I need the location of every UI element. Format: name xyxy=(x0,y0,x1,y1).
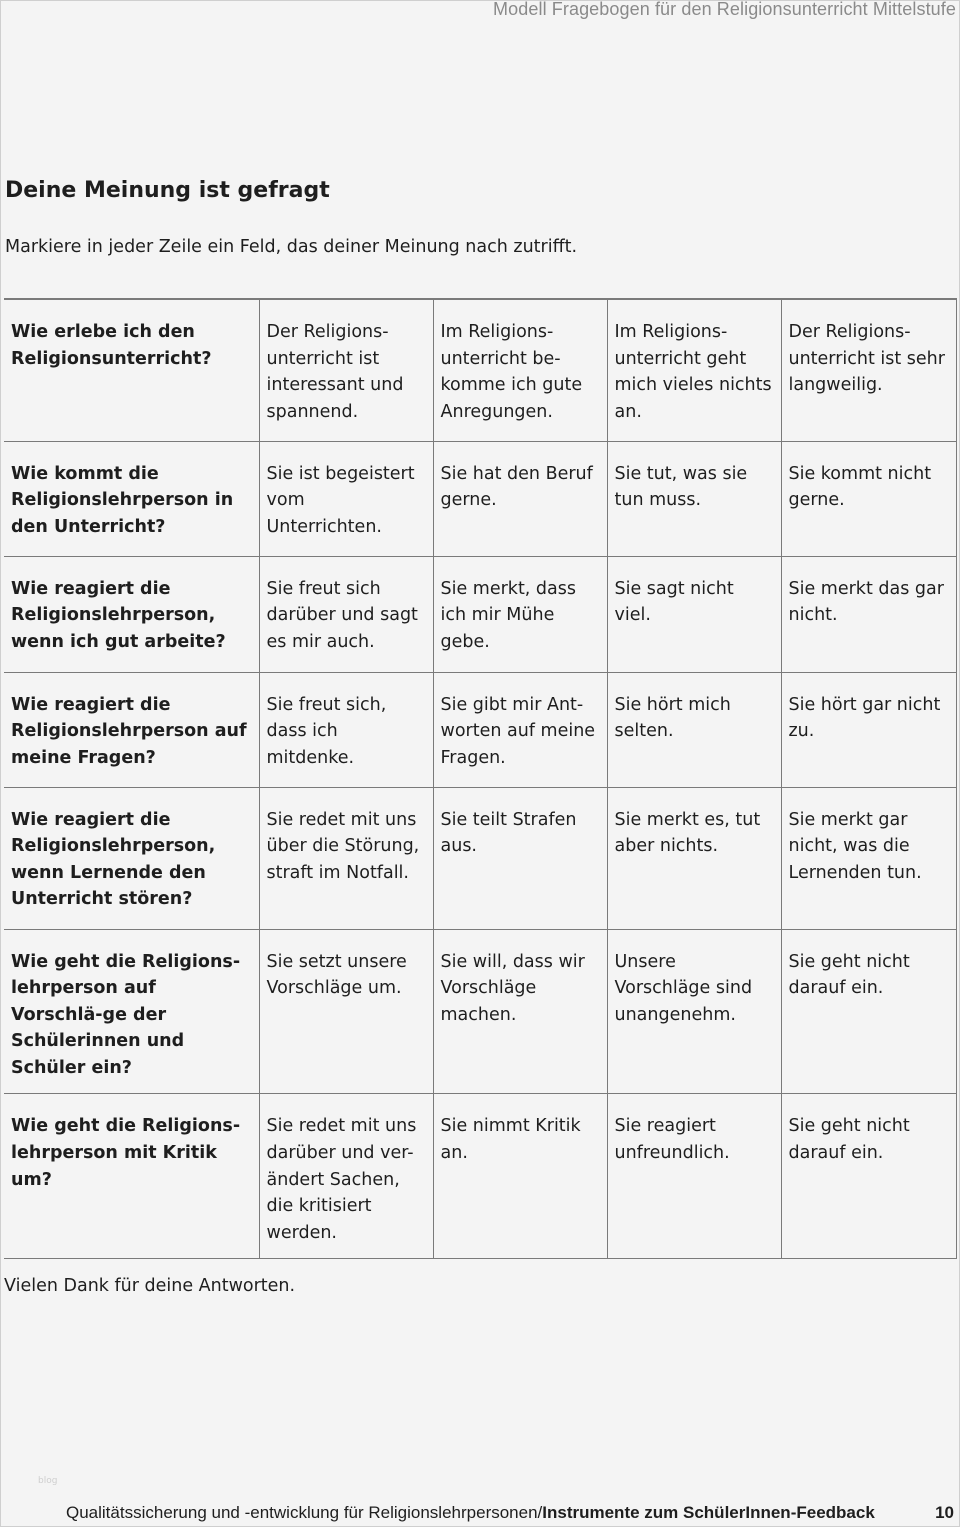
answer-option-cell[interactable]: Sie hat den Beruf gerne. xyxy=(433,441,607,556)
instructions: Markiere in jeder Zeile ein Feld, das deiner Meinung nach zutrifft. xyxy=(5,237,578,257)
question-cell: Wie reagiert die Religionslehrperson, wenn ich gut arbeite? xyxy=(4,556,259,672)
page-title: Deine Meinung ist gefragt xyxy=(5,178,330,203)
question-cell: Wie kommt die Religionslehrperson in den Unterricht? xyxy=(4,441,259,556)
table-row xyxy=(4,787,956,929)
table-row xyxy=(4,672,956,787)
watermark: blog xyxy=(38,1476,58,1486)
thanks-text: Vielen Dank für deine Antworten. xyxy=(4,1276,296,1296)
answer-option-cell[interactable]: Sie merkt gar nicht, was die Lernenden tun. xyxy=(781,787,956,929)
running-header: Modell Fragebogen für den Religionsunterricht Mittelstufe xyxy=(493,0,956,19)
answer-option-cell[interactable]: Sie merkt es, tut aber nichts. xyxy=(607,787,781,929)
answer-option-cell[interactable]: Sie redet mit uns über die Störung, straft im Notfall. xyxy=(259,787,433,929)
answer-option-cell[interactable]: Sie ist begeistert vom Unterrichten. xyxy=(259,441,433,556)
question-cell: Wie reagiert die Religionslehrperson auf meine Fragen? xyxy=(4,672,259,787)
answer-option-cell[interactable]: Sie tut, was sie tun muss. xyxy=(607,441,781,556)
question-cell: Wie geht die Religions-lehrperson auf Vorschlä-ge der Schülerinnen und Schüler ein? xyxy=(4,929,259,1094)
footer-bold: Instrumente zum SchülerInnen-Feedback xyxy=(542,1503,875,1522)
answer-option-cell[interactable]: Sie sagt nicht viel. xyxy=(607,556,781,672)
answer-option-cell[interactable]: Sie kommt nicht gerne. xyxy=(781,441,956,556)
answer-option-cell[interactable]: Sie hört mich selten. xyxy=(607,672,781,787)
answer-option-cell[interactable]: Sie freut sich, dass ich mitdenke. xyxy=(259,672,433,787)
question-cell: Wie erlebe ich den Religionsunterricht? xyxy=(4,299,259,441)
question-cell: Wie geht die Religions-lehrperson mit Kritik um? xyxy=(4,1094,259,1259)
answer-option-cell[interactable]: Sie merkt, dass ich mir Mühe gebe. xyxy=(433,556,607,672)
table-row xyxy=(4,299,956,441)
answer-option-cell[interactable]: Sie setzt unsere Vorschläge um. xyxy=(259,929,433,1094)
page-number: 10 xyxy=(935,1503,954,1522)
answer-option-cell[interactable]: Sie freut sich darüber und sagt es mir auch. xyxy=(259,556,433,672)
question-cell: Wie reagiert die Religionslehrperson, wenn Lernende den Unterricht stören? xyxy=(4,787,259,929)
answer-option-cell[interactable]: Sie teilt Strafen aus. xyxy=(433,787,607,929)
answer-option-cell[interactable]: Im Religions-unterricht geht mich vieles nichts an. xyxy=(607,299,781,441)
answer-option-cell[interactable]: Der Religions-unterricht ist interessant und spannend. xyxy=(259,299,433,441)
table-row xyxy=(4,929,956,1094)
answer-option-cell[interactable]: Sie will, dass wir Vorschläge machen. xyxy=(433,929,607,1094)
table-row xyxy=(4,1094,956,1259)
table-row xyxy=(4,441,956,556)
answer-option-cell[interactable]: Der Religions-unterricht ist sehr langweilig. xyxy=(781,299,956,441)
answer-option-cell[interactable]: Sie merkt das gar nicht. xyxy=(781,556,956,672)
answer-option-cell[interactable]: Sie reagiert unfreundlich. xyxy=(607,1094,781,1259)
table-row xyxy=(4,556,956,672)
answer-option-cell[interactable]: Im Religions-unterricht be-komme ich gute Anregungen. xyxy=(433,299,607,441)
answer-option-cell[interactable]: Sie gibt mir Ant-worten auf meine Fragen. xyxy=(433,672,607,787)
questionnaire-table xyxy=(4,298,957,1259)
footer xyxy=(66,1503,875,1523)
answer-option-cell[interactable]: Sie nimmt Kritik an. xyxy=(433,1094,607,1259)
answer-option-cell[interactable]: Sie redet mit uns darüber und ver-ändert Sachen, die kritisiert werden. xyxy=(259,1094,433,1259)
answer-option-cell[interactable]: Sie hört gar nicht zu. xyxy=(781,672,956,787)
answer-option-cell[interactable]: Sie geht nicht darauf ein. xyxy=(781,1094,956,1259)
answer-option-cell[interactable]: Sie geht nicht darauf ein. xyxy=(781,929,956,1094)
footer-regular: Qualitätssicherung und -entwicklung für Religionslehrpersonen/ xyxy=(66,1503,543,1522)
answer-option-cell[interactable]: Unsere Vorschläge sind unangenehm. xyxy=(607,929,781,1094)
